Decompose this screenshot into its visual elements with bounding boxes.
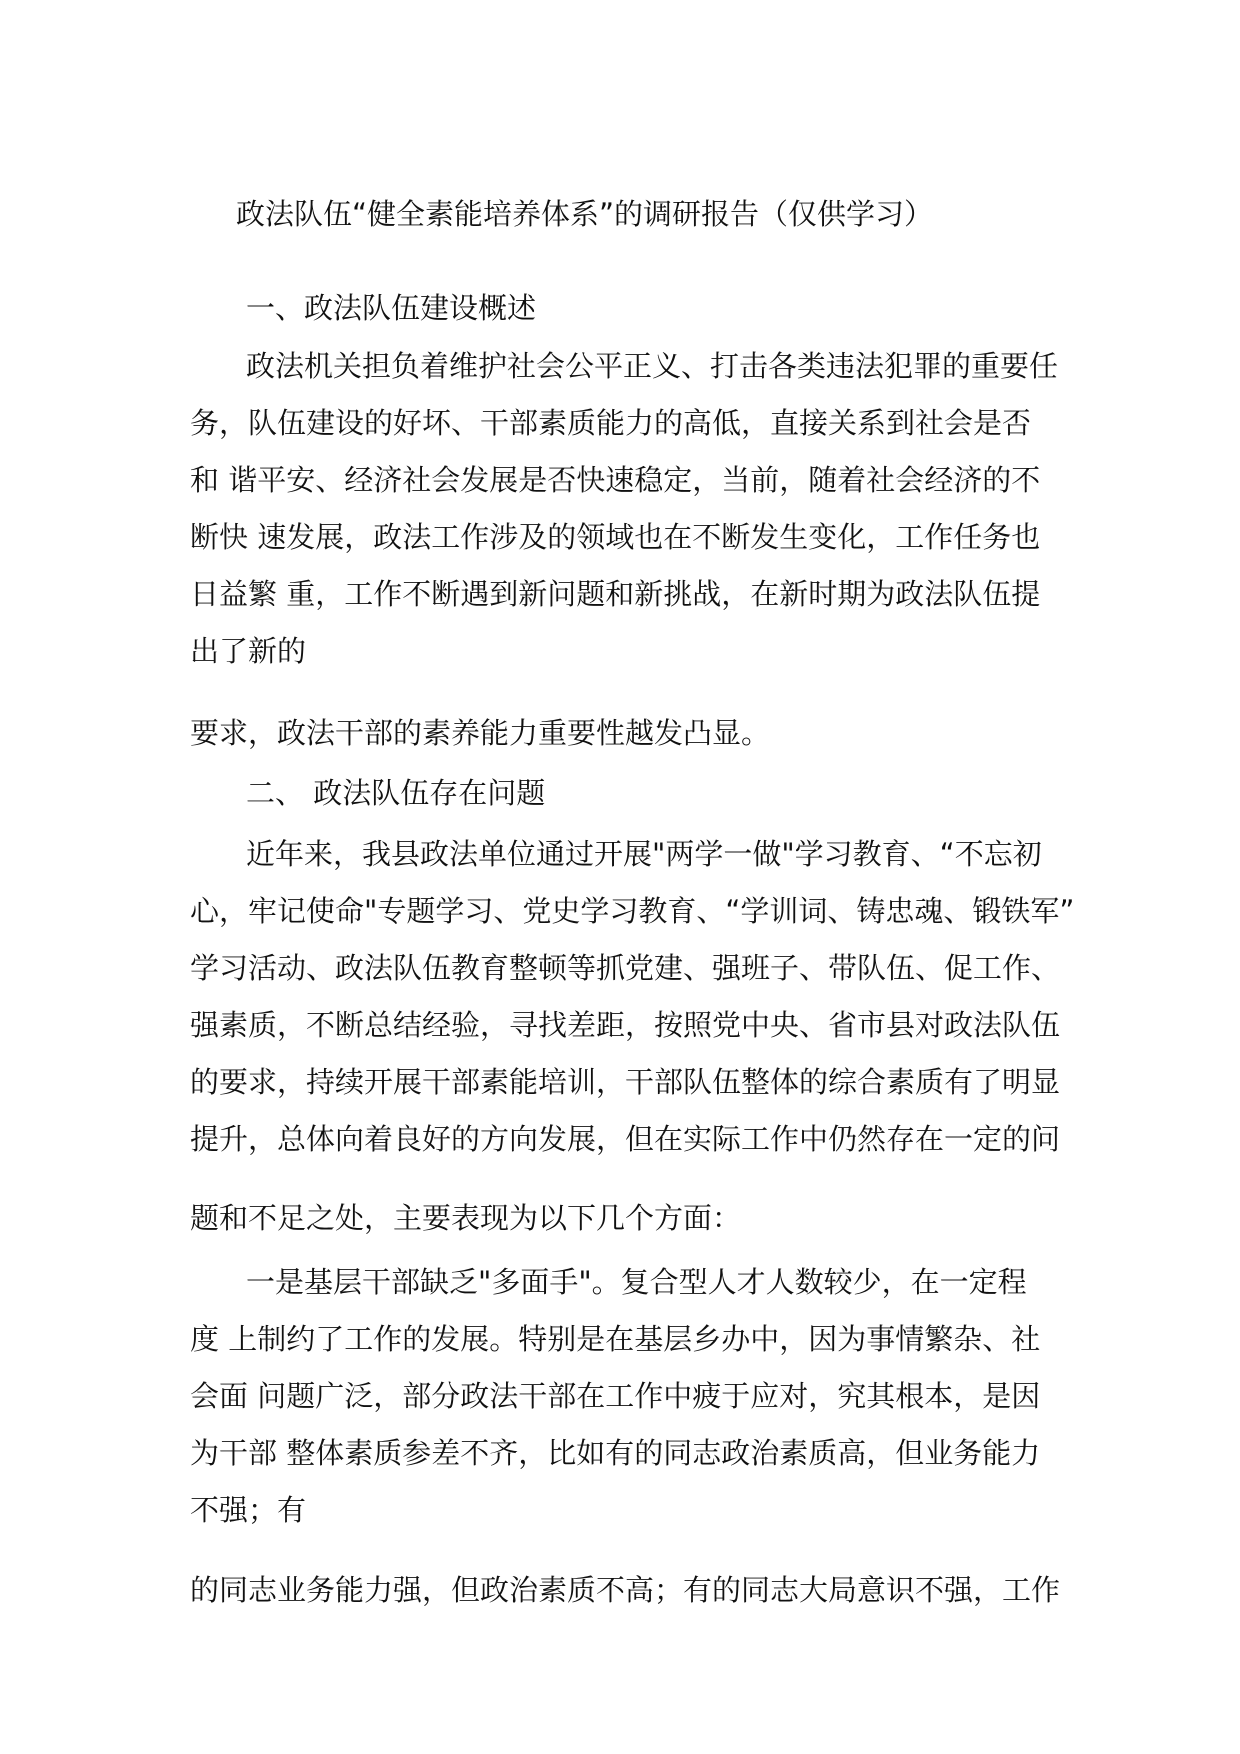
section-heading-1: 一、政法队伍建设概述 [246, 291, 537, 325]
paragraph-line: 近年来，我县政法单位通过开展"两学一做"学习教育、“不忘初 [246, 837, 1042, 871]
paragraph-line: 的同志业务能力强，但政治素质不高；有的同志大局意识不强，工作 [190, 1573, 1061, 1607]
section-heading-2: 二、 政法队伍存在问题 [246, 776, 546, 810]
paragraph-line: 务，队伍建设的好坏、干部素质能力的高低，直接关系到社会是否 [190, 406, 1032, 440]
paragraph-line: 强素质，不断总结经验，寻找差距，按照党中央、省市县对政法队伍 [190, 1008, 1061, 1042]
paragraph-line: 不强；有 [190, 1493, 307, 1527]
paragraph-line: 提升，总体向着良好的方向发展，但在实际工作中仍然存在一定的问 [190, 1122, 1061, 1156]
paragraph-line: 出了新的 [190, 634, 307, 668]
paragraph-line: 的要求，持续开展干部素能培训，干部队伍整体的综合素质有了明显 [190, 1065, 1061, 1099]
paragraph-line: 会面 问题广泛，部分政法干部在工作中疲于应对，究其根本，是因 [190, 1379, 1041, 1413]
paragraph-line: 学习活动、政法队伍教育整顿等抓党建、强班子、带队伍、促工作、 [190, 951, 1061, 985]
paragraph-line: 度 上制约了工作的发展。特别是在基层乡办中，因为事情繁杂、社 [190, 1322, 1041, 1356]
paragraph-line: 日益繁 重，工作不断遇到新问题和新挑战，在新时期为政法队伍提 [190, 577, 1041, 611]
paragraph-line: 政法机关担负着维护社会公平正义、打击各类违法犯罪的重要任 [246, 349, 1059, 383]
paragraph-line: 为干部 整体素质参差不齐，比如有的同志政治素质高，但业务能力 [190, 1436, 1041, 1470]
paragraph-line: 题和不足之处，主要表现为以下几个方面： [190, 1201, 742, 1235]
paragraph-line: 一是基层干部缺乏"多面手"。复合型人才人数较少，在一定程 [246, 1265, 1027, 1299]
document-title: 政法队伍“健全素能培养体系”的调研报告（仅供学习） [236, 197, 934, 231]
paragraph-line: 和 谐平安、经济社会发展是否快速稳定，当前，随着社会经济的不 [190, 463, 1041, 497]
paragraph-line: 心，牢记使命"专题学习、党史学习教育、“学训词、铸忠魂、锻铁军” [190, 894, 1075, 928]
paragraph-line: 要求，政法干部的素养能力重要性越发凸显。 [190, 716, 771, 750]
paragraph-line: 断快 速发展，政法工作涉及的领域也在不断发生变化，工作任务也 [190, 520, 1041, 554]
